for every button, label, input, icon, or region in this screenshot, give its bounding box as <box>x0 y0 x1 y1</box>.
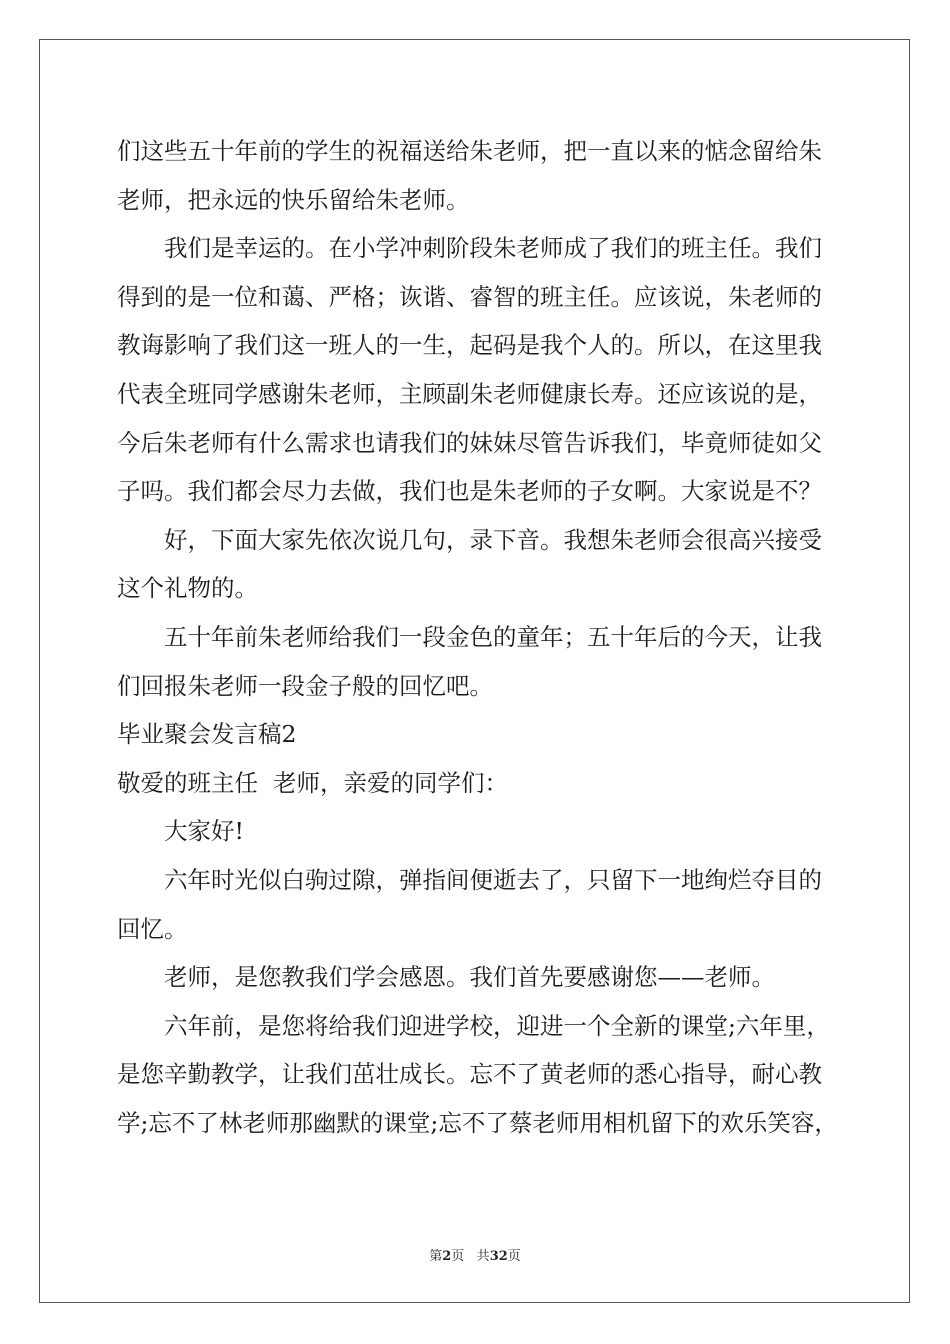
text-line: 们这些五十年前的学生的祝福送给朱老师，把一直以来的惦念留给朱 <box>117 137 822 165</box>
text-line: 我们是幸运的。在小学冲刺阶段朱老师成了我们的班主任。我们 <box>164 234 822 263</box>
text-line: 代表全班同学感谢朱老师，主顾副朱老师健康长寿。还应该说的是， <box>117 379 822 408</box>
greeting: 大家好! <box>164 817 244 846</box>
text-line: 六年时光似白驹过隙，弹指间便逝去了，只留下一地绚烂夺目的 <box>164 865 822 894</box>
text-line: 回忆。 <box>117 914 188 943</box>
text-line: 好，下面大家先依次说几句，录下音。我想朱老师会很高兴接受 <box>164 525 822 554</box>
total-pages: 32 <box>489 1249 508 1264</box>
page-suffix: 页 <box>451 1249 465 1264</box>
text-line: 这个礼物的。 <box>117 574 258 603</box>
text-line: 子吗。我们都会尽力去做，我们也是朱老师的子女啊。大家说是不？ <box>117 477 822 506</box>
section-heading: 毕业聚会发言稿2 <box>117 720 297 749</box>
text-line: 五十年前朱老师给我们一段金色的童年；五十年后的今天，让我 <box>164 622 822 651</box>
text-line: 得到的是一位和蔼、严格；诙谐、睿智的班主任。应该说，朱老师的 <box>117 282 822 311</box>
total-prefix: 共 <box>476 1249 490 1264</box>
page-number: 2 <box>442 1249 452 1264</box>
page-footer <box>0 1245 950 1264</box>
text-line: 六年前，是您将给我们迎进学校，迎进一个全新的课堂;六年里， <box>164 1011 830 1040</box>
text-line: 们回报朱老师一段金子般的回忆吧。 <box>117 671 493 700</box>
text-line: 今后朱老师有什么需求也请我们的妹妹尽管告诉我们，毕竟师徒如父 <box>117 428 822 457</box>
salutation: 敬爱的班主任 老师，亲爱的同学们： <box>117 768 508 797</box>
text-line: 是您辛勤教学，让我们茁壮成长。忘不了黄老师的悉心指导，耐心教 <box>117 1060 822 1089</box>
text-line: 教诲影响了我们这一班人的一生，起码是我个人的。所以，在这里我 <box>117 331 822 360</box>
page-prefix: 第 <box>429 1249 443 1264</box>
text-line: 学;忘不了林老师那幽默的课堂;忘不了蔡老师用相机留下的欢乐笑容， <box>117 1108 838 1137</box>
text-line: 老师，是您教我们学会感恩。我们首先要感谢您——老师。 <box>164 963 775 992</box>
text-line: 老师，把永远的快乐留给朱老师。 <box>117 185 470 214</box>
document-body <box>117 127 837 1147</box>
total-suffix: 页 <box>507 1249 521 1264</box>
